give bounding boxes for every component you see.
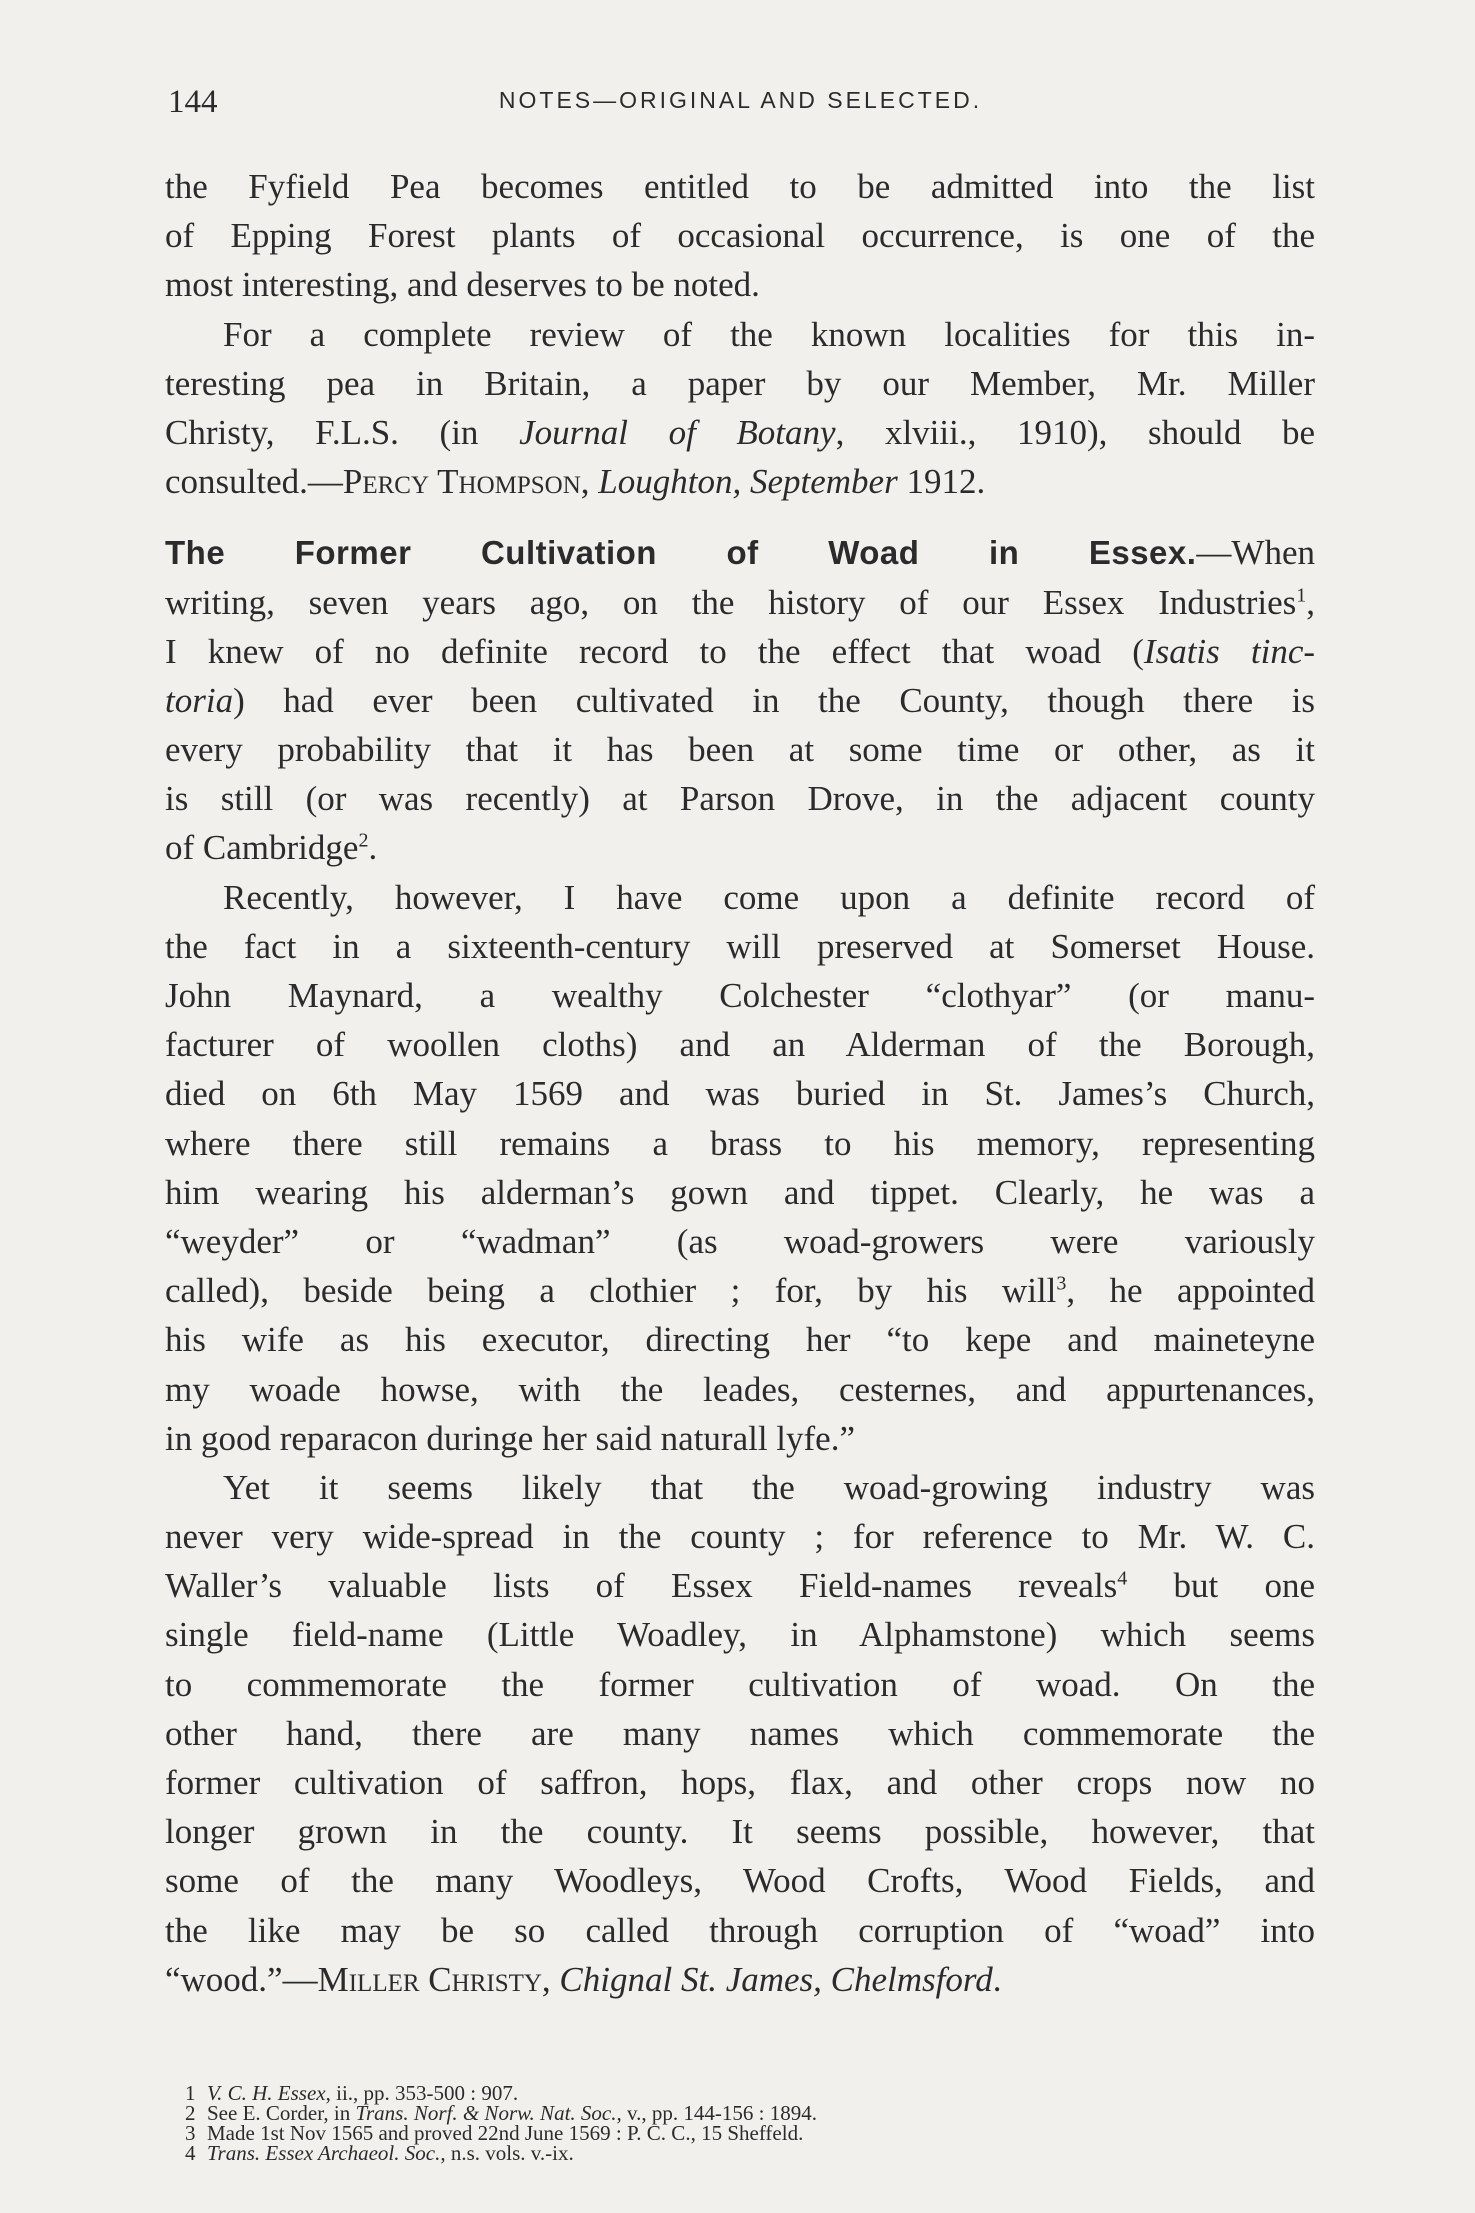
text-line: [165, 627, 1315, 676]
text-segment: See E. Corder, in: [207, 2101, 356, 2125]
text-line: [165, 774, 1315, 823]
text-segment: Chignal St. James, Chelmsford: [559, 1959, 993, 1999]
text-segment: Recently, however, I have come upon a definite record of: [223, 877, 1315, 917]
text-segment: teresting pea in Britain, a paper by our Member, Mr. Miller: [165, 363, 1315, 403]
text-segment: , v., pp. 144-156 : 1894.: [616, 2101, 817, 2125]
text-segment: 1912.: [897, 462, 986, 502]
footnote: [185, 2103, 1285, 2123]
text-line: [165, 1069, 1315, 1118]
page-number: 144: [168, 84, 218, 120]
text-line: [165, 211, 1315, 260]
text-segment: For a complete review of the known localities for this in-: [223, 314, 1315, 354]
text-segment: writing, seven years ago, on the history of our Essex Industries: [165, 582, 1297, 622]
text-segment: every probability that it has been at some time or other, as it: [165, 730, 1315, 770]
text-line: [165, 725, 1315, 774]
text-segment: Waller’s valuable lists of Essex Field-names reveals: [165, 1566, 1118, 1606]
text-line: [165, 457, 1315, 506]
footnote-ref: 2: [358, 829, 369, 852]
footnote-number: 1: [185, 2081, 196, 2105]
text-segment: .: [992, 1959, 1002, 1999]
text-line: [165, 922, 1315, 971]
text-segment: longer grown in the county. It seems possible, however, that: [165, 1812, 1315, 1852]
text-line: [165, 1807, 1315, 1856]
text-line: [165, 578, 1315, 627]
text-line: [165, 823, 1315, 872]
text-line: [165, 873, 1315, 922]
footnote: [185, 2143, 1285, 2163]
text-line: [165, 1512, 1315, 1561]
text-line: [165, 162, 1315, 211]
text-segment: I knew of no definite record to the effect that woad (: [165, 631, 1144, 671]
body-text: [165, 162, 1315, 2004]
text-segment: ) had ever been cultivated in the County, though there is: [233, 680, 1315, 720]
text-line: [165, 1856, 1315, 1905]
text-segment: “wood.”—: [165, 1959, 318, 1999]
text-line: [165, 1709, 1315, 1758]
text-segment: in good reparacon duringe her said naturall lyfe.”: [165, 1418, 856, 1458]
text-segment: most interesting, and deserves to be noted.: [165, 265, 760, 305]
footnotes: [185, 2083, 1285, 2163]
text-segment: is still (or was recently) at Parson Drove, in the adjacent county: [165, 779, 1315, 819]
footnote-ref: 3: [1056, 1272, 1067, 1295]
text-segment: some of the many Woodleys, Wood Crofts, Wood Fields, and: [165, 1861, 1315, 1901]
text-segment: V. C. H. Essex: [207, 2081, 326, 2105]
text-line: [165, 1660, 1315, 1709]
text-segment: —When: [1196, 533, 1315, 573]
text-segment: ,: [541, 1959, 560, 1999]
text-segment: Journal of Botany: [519, 412, 836, 452]
text-segment: the Fyfield Pea becomes entitled to be admitted into the list: [165, 167, 1315, 206]
text-line: [165, 1561, 1315, 1610]
text-line: [165, 260, 1315, 309]
text-segment: died on 6th May 1569 and was buried in St. James’s Church,: [165, 1074, 1315, 1114]
text-segment: , xlviii., 1910), should be: [835, 412, 1315, 452]
text-segment: him wearing his alderman’s gown and tippet. Clearly, he was a: [165, 1172, 1315, 1212]
text-segment: consulted.—: [165, 462, 343, 502]
text-segment: toria: [165, 680, 234, 720]
text-segment: Percy Thompson: [342, 462, 581, 502]
footnote-number: 2: [185, 2101, 196, 2125]
text-line: [165, 1955, 1315, 2004]
text-segment: , he appointed: [1066, 1271, 1315, 1311]
text-line: [165, 1119, 1315, 1168]
text-segment: Trans. Norf. & Norw. Nat. Soc.: [355, 2101, 617, 2125]
footnote-ref: 1: [1296, 583, 1307, 606]
text-segment: Trans. Essex Archaeol. Soc.: [207, 2141, 441, 2165]
text-segment: John Maynard, a wealthy Colchester “clothyar” (or manu-: [165, 976, 1315, 1015]
text-segment: .: [368, 828, 378, 868]
text-line: [165, 1168, 1315, 1217]
text-segment: Loughton, September: [598, 462, 898, 502]
text-line: [165, 1266, 1315, 1315]
text-segment: of Epping Forest plants of occasional occurrence, is one of the: [165, 216, 1315, 256]
text-line: [165, 359, 1315, 408]
text-segment: Made 1st Nov 1565 and proved 22nd June 1569 : P. C. C., 15 Sheffeld.: [207, 2121, 804, 2145]
text-segment: never very wide-spread in the county ; for reference to Mr. W. C.: [165, 1517, 1315, 1557]
text-line: [165, 528, 1315, 577]
page-header: [168, 84, 1313, 124]
text-line: [165, 1414, 1315, 1463]
text-line: [165, 1020, 1315, 1069]
text-segment: Isatis tinc-: [1143, 631, 1316, 671]
text-segment: ,: [1306, 582, 1315, 622]
footnote-ref: 4: [1117, 1567, 1128, 1590]
text-segment: but one: [1127, 1566, 1316, 1606]
text-segment: , ii., pp. 353-500 : 907.: [325, 2081, 519, 2105]
section-title: The Former Cultivation of Woad in Essex.: [165, 534, 1197, 572]
text-segment: ,: [580, 462, 599, 502]
footnote-number: 3: [185, 2121, 196, 2145]
text-segment: to commemorate the former cultivation of woad. On the: [165, 1664, 1315, 1704]
text-segment: called), beside being a clothier ; for, by his will: [165, 1271, 1057, 1311]
text-line: [165, 971, 1315, 1020]
text-segment: the fact in a sixteenth-century will preserved at Somerset House.: [165, 926, 1315, 966]
text-line: [165, 1315, 1315, 1364]
text-segment: other hand, there are many names which commemorate the: [165, 1713, 1315, 1753]
text-segment: Christy, F.L.S. (in: [165, 412, 520, 452]
text-segment: his wife as his executor, directing her “to kepe and maineteyne: [165, 1320, 1315, 1360]
text-line: [165, 1463, 1315, 1512]
text-line: [165, 408, 1315, 457]
text-segment: Miller Christy: [317, 1959, 542, 1999]
text-line: [165, 1906, 1315, 1955]
text-segment: facturer of woollen cloths) and an Alderman of the Borough,: [165, 1025, 1315, 1065]
text-segment: of Cambridge: [165, 828, 359, 868]
footnote-number: 4: [185, 2141, 196, 2165]
text-line: [165, 676, 1315, 725]
running-title: NOTES—ORIGINAL AND SELECTED.: [498, 87, 983, 113]
text-line: [165, 310, 1315, 359]
text-line: [165, 1217, 1315, 1266]
text-line: [165, 1365, 1315, 1414]
text-line: [165, 1758, 1315, 1807]
text-segment: former cultivation of saffron, hops, flax, and other crops now no: [165, 1763, 1315, 1802]
text-segment: my woade howse, with the leades, cesternes, and appurtenances,: [165, 1369, 1315, 1409]
text-segment: Yet it seems likely that the woad-growing industry was: [223, 1467, 1315, 1507]
text-segment: where there still remains a brass to his memory, representing: [165, 1123, 1315, 1163]
footnote: [185, 2083, 1285, 2103]
text-line: [165, 1610, 1315, 1659]
text-segment: single field-name (Little Woadley, in Alphamstone) which seems: [165, 1615, 1315, 1655]
footnote: [185, 2123, 1285, 2143]
text-segment: “weyder” or “wadman” (as woad-growers were variously: [165, 1221, 1315, 1261]
section-gap: [165, 506, 1315, 528]
text-segment: , n.s. vols. v.-ix.: [440, 2141, 574, 2165]
text-segment: the like may be so called through corruption of “woad” into: [165, 1910, 1315, 1950]
